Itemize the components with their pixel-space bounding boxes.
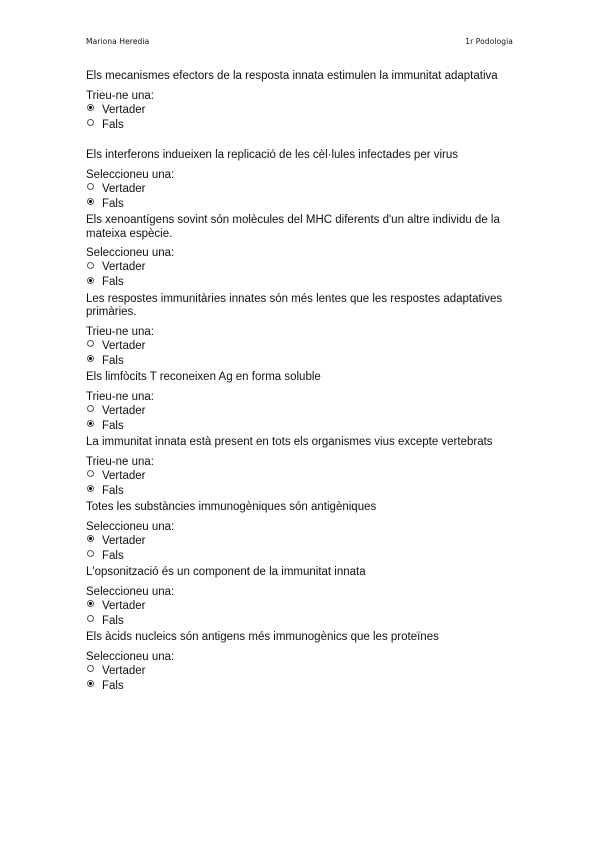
option-vertader[interactable] [86, 182, 506, 197]
question-text: L'opsonització és un component de la immunitat innata [86, 566, 366, 578]
option-label: Fals [102, 354, 124, 367]
radio-button[interactable] [87, 198, 94, 205]
option-vertader[interactable] [86, 339, 506, 354]
question-prompt: Trieu-ne una: [86, 325, 154, 338]
option-label: Fals [102, 679, 124, 692]
question-text: Totes les substàncies immunogèniques són antigèniques [86, 501, 377, 513]
question-5 [86, 371, 506, 434]
radio-button[interactable] [87, 277, 94, 284]
question-3 [86, 214, 506, 291]
option-label: Fals [102, 276, 124, 289]
question-7 [86, 501, 506, 564]
radio-button[interactable] [87, 680, 94, 687]
radio-button[interactable] [87, 665, 94, 672]
radio-button[interactable] [87, 470, 94, 477]
option-vertader[interactable] [86, 664, 506, 679]
question-prompt: Trieu-ne una: [86, 89, 154, 102]
question-prompt: Seleccioneu una: [86, 650, 175, 663]
question-4 [86, 293, 506, 370]
radio-button[interactable] [87, 262, 94, 269]
question-9 [86, 631, 506, 694]
option-label: Fals [102, 614, 124, 627]
option-label: Vertader [102, 103, 146, 116]
option-fals[interactable] [86, 118, 506, 133]
option-label: Fals [102, 118, 124, 131]
radio-button[interactable] [87, 485, 94, 492]
radio-button[interactable] [87, 535, 94, 542]
option-fals[interactable] [86, 484, 506, 499]
author-name: Mariona Heredia [86, 37, 150, 46]
radio-button[interactable] [87, 340, 94, 347]
option-label: Vertader [102, 664, 146, 677]
option-label: Vertader [102, 261, 146, 274]
radio-button[interactable] [87, 420, 94, 427]
option-label: Vertader [102, 339, 146, 352]
option-vertader[interactable] [86, 404, 506, 419]
option-fals[interactable] [86, 197, 506, 212]
radio-button[interactable] [87, 600, 94, 607]
page-header [86, 37, 513, 49]
option-label: Vertader [102, 599, 146, 612]
question-prompt: Seleccioneu una: [86, 247, 175, 259]
radio-button[interactable] [87, 405, 94, 412]
question-text: Els àcids nucleics són antigens més immunogènics que les proteïnes [86, 631, 439, 643]
option-vertader[interactable] [86, 261, 506, 276]
course-name: 1r Podologia [465, 37, 513, 46]
question-1 [86, 70, 506, 133]
option-fals[interactable] [86, 354, 506, 369]
question-text: Les respostes immunitàries innates són més lentes que les respostes adaptatives primàries. [86, 292, 503, 318]
quiz-content [86, 70, 506, 694]
question-2 [86, 149, 506, 212]
question-text: La immunitat innata està present en tots els organismes vius excepte vertebrats [86, 436, 493, 448]
option-label: Vertader [102, 534, 146, 547]
question-8 [86, 566, 506, 629]
radio-button[interactable] [87, 104, 94, 111]
question-6 [86, 436, 506, 499]
option-label: Vertader [102, 182, 146, 195]
option-vertader[interactable] [86, 534, 506, 549]
option-label: Fals [102, 197, 124, 210]
radio-button[interactable] [87, 183, 94, 190]
question-prompt: Seleccioneu una: [86, 585, 175, 598]
option-fals[interactable] [86, 419, 506, 434]
question-prompt: Trieu-ne una: [86, 390, 154, 403]
option-fals[interactable] [86, 276, 506, 291]
option-vertader[interactable] [86, 469, 506, 484]
option-fals[interactable] [86, 679, 506, 694]
option-fals[interactable] [86, 614, 506, 629]
option-vertader[interactable] [86, 599, 506, 614]
question-text: Els interferons indueixen la replicació de les cèl·lules infectades per virus [86, 149, 459, 161]
option-label: Vertader [102, 469, 146, 482]
radio-button[interactable] [87, 119, 94, 126]
question-prompt: Seleccioneu una: [86, 520, 175, 533]
question-prompt: Trieu-ne una: [86, 455, 154, 468]
option-vertader[interactable] [86, 103, 506, 118]
question-prompt: Seleccioneu una: [86, 168, 175, 181]
radio-button[interactable] [87, 550, 94, 557]
radio-button[interactable] [87, 355, 94, 362]
option-label: Fals [102, 549, 124, 562]
question-text: Els limfòcits T reconeixen Ag en forma soluble [86, 371, 321, 383]
option-label: Vertader [102, 404, 146, 417]
question-text: Els xenoantígens sovint són molècules del MHC diferents d'un altre individu de la mateixa espècie. [86, 214, 500, 240]
radio-button[interactable] [87, 615, 94, 622]
option-label: Fals [102, 484, 124, 497]
option-fals[interactable] [86, 549, 506, 564]
option-label: Fals [102, 419, 124, 432]
question-text: Els mecanismes efectors de la resposta innata estimulen la immunitat adaptativa [86, 70, 498, 82]
